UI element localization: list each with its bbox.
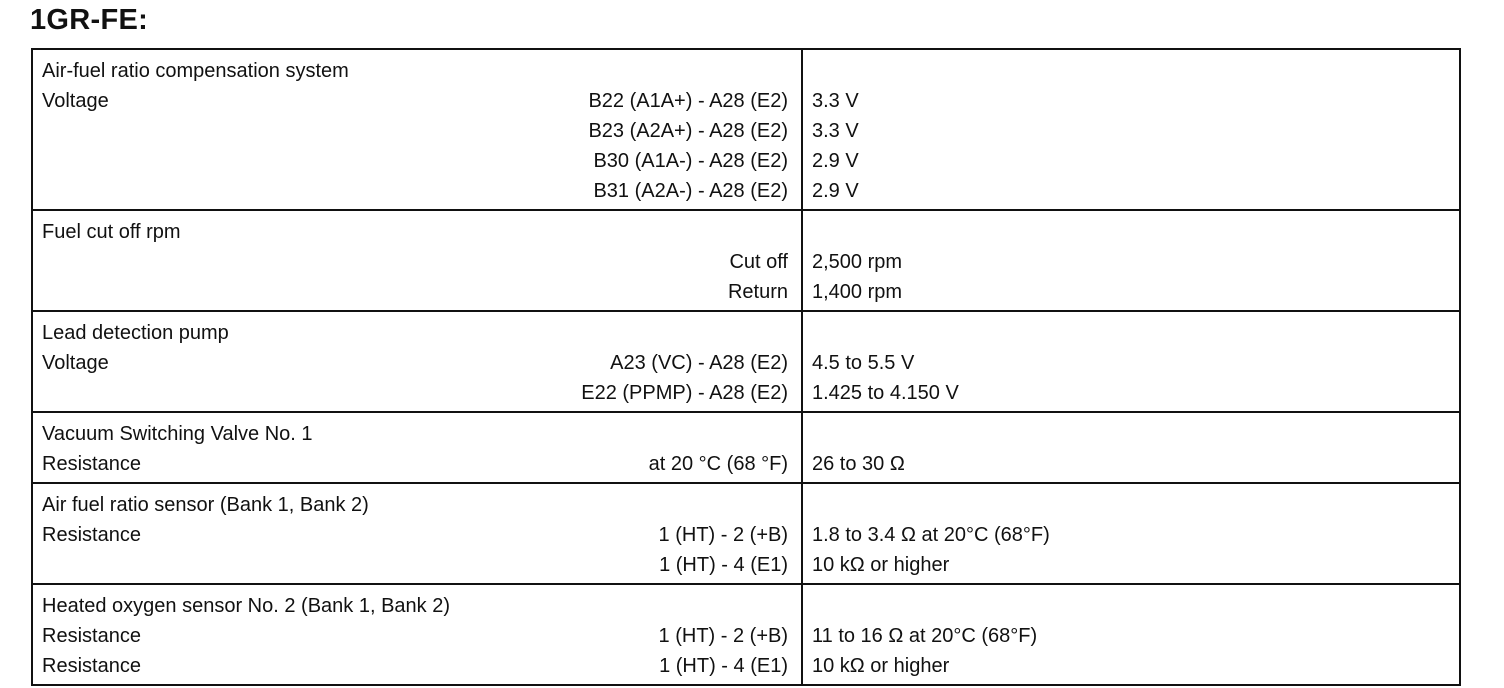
row-terminal: 1 (HT) - 2 (+B) bbox=[658, 524, 788, 546]
row-value: 2,500 rpm bbox=[812, 251, 903, 273]
spec-section bbox=[33, 484, 1459, 585]
value-spacer bbox=[812, 419, 1450, 449]
row-terminal: 1 (HT) - 4 (E1) bbox=[659, 655, 788, 677]
row-label: Resistance bbox=[42, 453, 141, 475]
row-value: 26 to 30 Ω bbox=[812, 453, 905, 475]
spec-left-column bbox=[33, 585, 803, 684]
page-title: 1GR-FE: bbox=[30, 4, 149, 36]
spec-section bbox=[33, 211, 1459, 312]
row-label: Resistance bbox=[42, 625, 141, 647]
row-value: 10 kΩ or higher bbox=[812, 655, 950, 677]
spec-row bbox=[42, 348, 788, 378]
spec-value-column bbox=[803, 484, 1459, 583]
row-value: 2.9 V bbox=[812, 180, 859, 202]
spec-row bbox=[42, 86, 788, 116]
row-terminal: B31 (A2A-) - A28 (E2) bbox=[593, 180, 788, 202]
row-terminal: 1 (HT) - 4 (E1) bbox=[659, 554, 788, 576]
row-value: 1.8 to 3.4 Ω at 20°C (68°F) bbox=[812, 524, 1050, 546]
spec-value-column bbox=[803, 312, 1459, 411]
row-terminal: 1 (HT) - 2 (+B) bbox=[658, 625, 788, 647]
row-terminal: A23 (VC) - A28 (E2) bbox=[610, 352, 788, 374]
value-spacer bbox=[812, 56, 1450, 86]
row-terminal: Return bbox=[727, 281, 788, 303]
spec-row bbox=[42, 146, 788, 176]
value-spacer bbox=[812, 591, 1450, 621]
section-heading: Lead detection pump bbox=[42, 322, 229, 344]
spec-section bbox=[33, 50, 1459, 211]
row-value: 4.5 to 5.5 V bbox=[812, 352, 915, 374]
value-spacer bbox=[812, 318, 1450, 348]
row-terminal: B22 (A1A+) - A28 (E2) bbox=[588, 90, 788, 112]
spec-left-column bbox=[33, 312, 803, 411]
spec-left-column bbox=[33, 50, 803, 209]
row-terminal: at 20 °C (68 °F) bbox=[648, 453, 788, 475]
spec-row bbox=[42, 449, 788, 479]
spec-row bbox=[42, 651, 788, 681]
spec-left-column bbox=[33, 211, 803, 310]
row-value: 3.3 V bbox=[812, 120, 859, 142]
spec-row bbox=[42, 116, 788, 146]
spec-section bbox=[33, 312, 1459, 413]
section-heading: Vacuum Switching Valve No. 1 bbox=[42, 423, 313, 445]
spec-left-column bbox=[33, 484, 803, 583]
row-value: 10 kΩ or higher bbox=[812, 554, 950, 576]
row-value: 2.9 V bbox=[812, 150, 859, 172]
spec-value-column bbox=[803, 585, 1459, 684]
spec-row bbox=[42, 176, 788, 206]
spec-row bbox=[42, 378, 788, 408]
row-value: 11 to 16 Ω at 20°C (68°F) bbox=[812, 625, 1038, 647]
spec-row bbox=[42, 277, 788, 307]
row-value: 1,400 rpm bbox=[812, 281, 903, 303]
row-label: Resistance bbox=[42, 655, 141, 677]
spec-table bbox=[31, 48, 1461, 686]
spec-row bbox=[42, 247, 788, 277]
row-label: Resistance bbox=[42, 524, 141, 546]
value-spacer bbox=[812, 490, 1450, 520]
spec-row bbox=[42, 520, 788, 550]
row-label: Voltage bbox=[42, 90, 109, 112]
spec-section bbox=[33, 413, 1459, 484]
row-value: 3.3 V bbox=[812, 90, 859, 112]
row-terminal: B23 (A2A+) - A28 (E2) bbox=[588, 120, 788, 142]
spec-left-column bbox=[33, 413, 803, 482]
row-terminal: Cut off bbox=[729, 251, 788, 273]
spec-value-column bbox=[803, 413, 1459, 482]
spec-row bbox=[42, 621, 788, 651]
row-label: Voltage bbox=[42, 352, 109, 374]
section-heading: Fuel cut off rpm bbox=[42, 221, 181, 243]
row-terminal: E22 (PPMP) - A28 (E2) bbox=[581, 382, 788, 404]
spec-value-column bbox=[803, 50, 1459, 209]
row-terminal: B30 (A1A-) - A28 (E2) bbox=[593, 150, 788, 172]
spec-row bbox=[42, 550, 788, 580]
section-heading: Heated oxygen sensor No. 2 (Bank 1, Bank 2) bbox=[42, 595, 451, 617]
spec-value-column bbox=[803, 211, 1459, 310]
spec-section bbox=[33, 585, 1459, 684]
row-value: 1.425 to 4.150 V bbox=[812, 382, 959, 404]
value-spacer bbox=[812, 217, 1450, 247]
section-heading: Air fuel ratio sensor (Bank 1, Bank 2) bbox=[42, 494, 369, 516]
section-heading: Air-fuel ratio compensation system bbox=[42, 60, 349, 82]
